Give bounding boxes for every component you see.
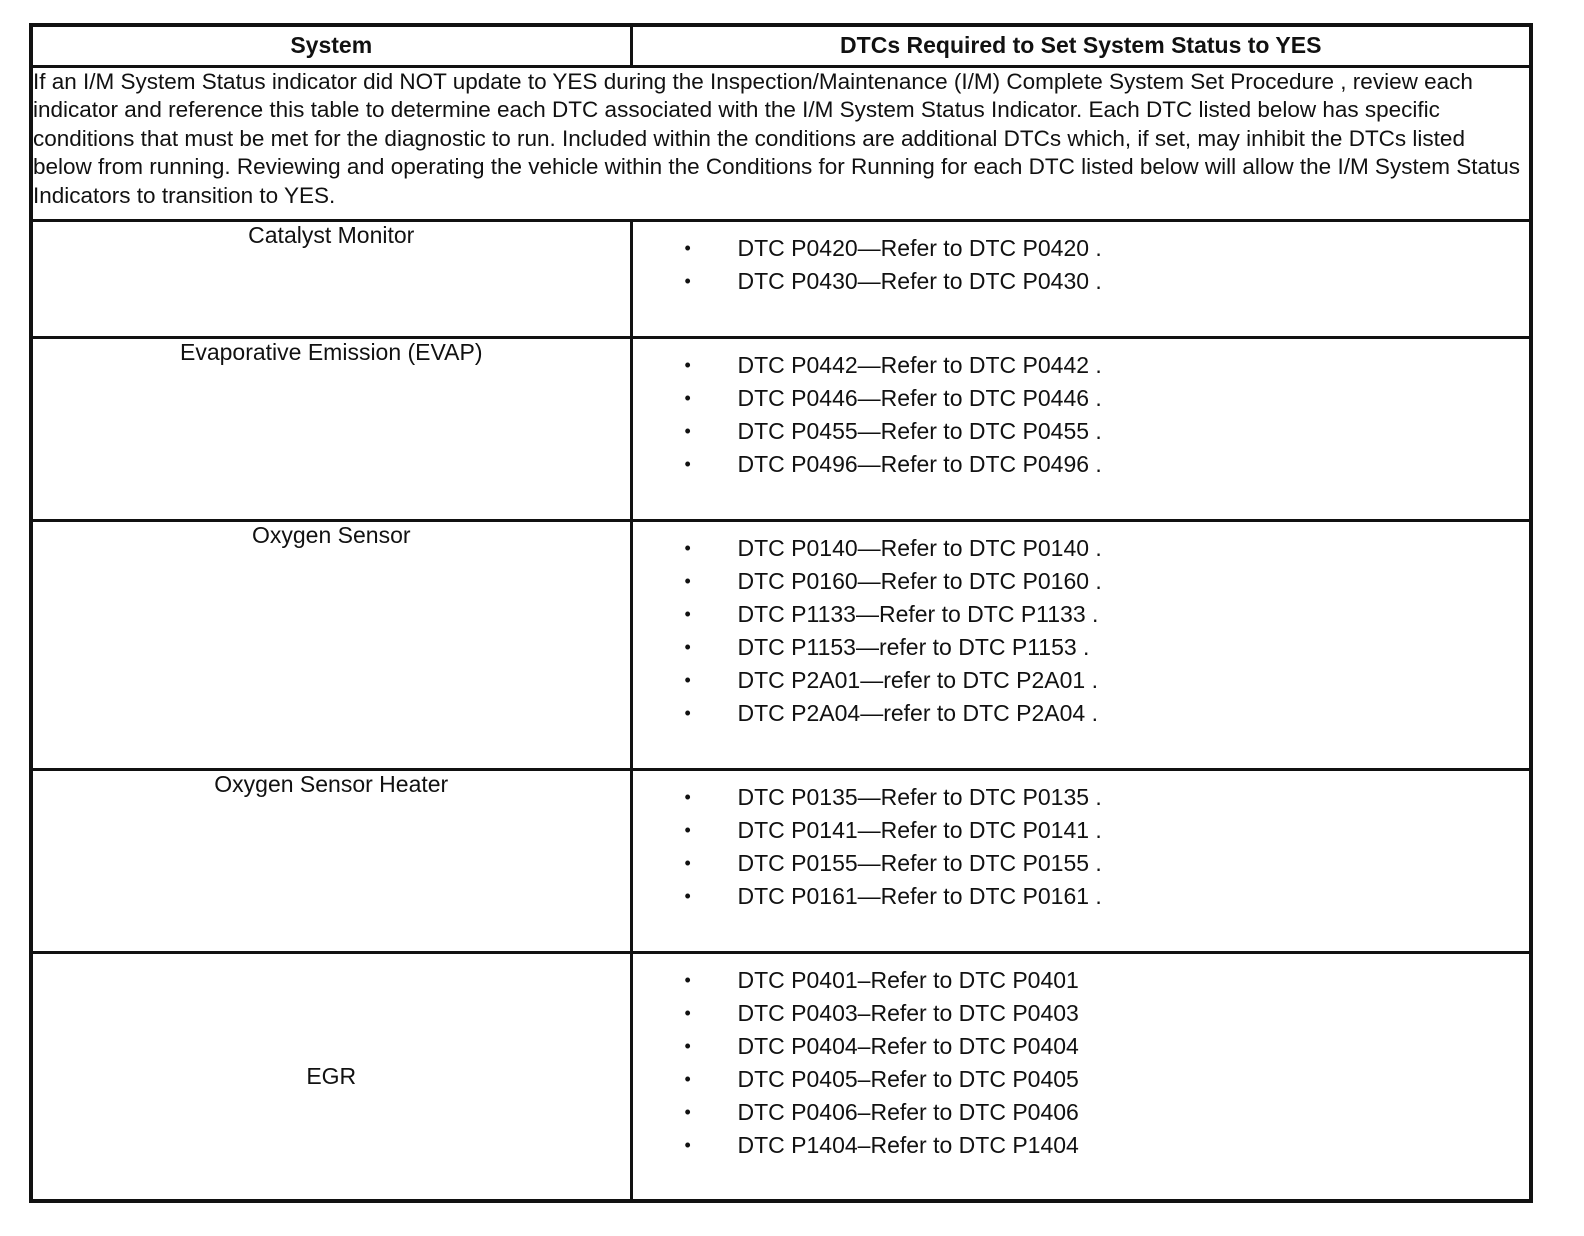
bullet-icon: • [684, 604, 691, 624]
dtc-item [685, 349, 1530, 382]
dtc-item [685, 781, 1530, 814]
bullet-icon: • [684, 1003, 691, 1023]
dtc-item [685, 415, 1530, 448]
dtc-list [633, 771, 1530, 913]
bullet-icon: • [684, 703, 691, 723]
dtc-text: DTC P1404–Refer to DTC P1404 [737, 1132, 1079, 1158]
intro-row [31, 67, 1531, 221]
dtc-item [685, 598, 1530, 631]
dtc-item [685, 964, 1530, 997]
dtc-text: DTC P0155—Refer to DTC P0155 . [737, 850, 1102, 876]
dtc-item [685, 997, 1530, 1030]
dtc-cell [631, 221, 1531, 338]
bullet-icon: • [684, 538, 691, 558]
system-cell: Catalyst Monitor [31, 221, 631, 338]
dtc-text: DTC P0403–Refer to DTC P0403 [737, 1000, 1079, 1026]
dtc-cell [631, 521, 1531, 770]
bullet-icon: • [684, 454, 691, 474]
dtc-text: DTC P0140—Refer to DTC P0140 . [737, 535, 1102, 561]
dtc-text: DTC P0404–Refer to DTC P0404 [737, 1033, 1079, 1059]
header-dtcs: DTCs Required to Set System Status to YES [631, 25, 1531, 67]
dtc-table [29, 23, 1533, 1203]
dtc-item [685, 880, 1530, 913]
dtc-item [685, 1030, 1530, 1063]
dtc-text: DTC P1153—refer to DTC P1153 . [737, 634, 1090, 660]
dtc-text: DTC P0405–Refer to DTC P0405 [737, 1066, 1079, 1092]
system-cell: Oxygen Sensor [31, 521, 631, 770]
bullet-icon: • [684, 886, 691, 906]
bullet-icon: • [684, 853, 691, 873]
bullet-icon: • [684, 571, 691, 591]
bullet-icon: • [684, 238, 691, 258]
dtc-list [633, 522, 1530, 730]
bullet-icon: • [684, 670, 691, 690]
dtc-item [685, 814, 1530, 847]
dtc-cell [631, 953, 1531, 1202]
bullet-icon: • [684, 1135, 691, 1155]
dtc-text: DTC P0446—Refer to DTC P0446 . [737, 385, 1102, 411]
bullet-icon: • [684, 787, 691, 807]
dtc-text: DTC P1133—Refer to DTC P1133 . [737, 601, 1099, 627]
bullet-icon: • [684, 1102, 691, 1122]
dtc-text: DTC P0442—Refer to DTC P0442 . [737, 352, 1102, 378]
dtc-text: DTC P0455—Refer to DTC P0455 . [737, 418, 1102, 444]
dtc-item [685, 532, 1530, 565]
dtc-text: DTC P0420—Refer to DTC P0420 . [737, 235, 1102, 261]
dtc-cell [631, 338, 1531, 521]
bullet-icon: • [684, 355, 691, 375]
dtc-text: DTC P0161—Refer to DTC P0161 . [737, 883, 1102, 909]
bullet-icon: • [684, 271, 691, 291]
system-cell: EGR [31, 953, 631, 1202]
dtc-item [685, 847, 1530, 880]
table-row [31, 770, 1531, 953]
dtc-text: DTC P0160—Refer to DTC P0160 . [737, 568, 1102, 594]
bullet-icon: • [684, 820, 691, 840]
dtc-item [685, 382, 1530, 415]
bullet-icon: • [684, 421, 691, 441]
table-row [31, 953, 1531, 1202]
table-row [31, 338, 1531, 521]
system-cell: Evaporative Emission (EVAP) [31, 338, 631, 521]
dtc-cell [631, 770, 1531, 953]
bullet-icon: • [684, 1036, 691, 1056]
table-row [31, 521, 1531, 770]
dtc-item [685, 1096, 1530, 1129]
system-cell: Oxygen Sensor Heater [31, 770, 631, 953]
dtc-item [685, 565, 1530, 598]
dtc-list [633, 954, 1530, 1162]
table-row [31, 221, 1531, 338]
bullet-icon: • [684, 970, 691, 990]
dtc-item [685, 664, 1530, 697]
dtc-text: DTC P0496—Refer to DTC P0496 . [737, 451, 1102, 477]
dtc-list [633, 222, 1530, 298]
dtc-list [633, 339, 1530, 481]
dtc-item [685, 232, 1530, 265]
header-row [31, 25, 1531, 67]
dtc-item [685, 265, 1530, 298]
dtc-item [685, 1063, 1530, 1096]
dtc-item [685, 631, 1530, 664]
dtc-text: DTC P2A04—refer to DTC P2A04 . [737, 700, 1098, 726]
dtc-text: DTC P0135—Refer to DTC P0135 . [737, 784, 1102, 810]
intro-text: If an I/M System Status indicator did NOT update to YES during the Inspection/Maintenance (I/M) Complete System Set Procedure , review each indicator and reference this table to determine each DTC associated with the I/M System Status Indicator. Each DTC listed below has specific conditions that must be met for the diagnostic to run. Included within the conditions are additional DTCs which, if set, may inhibit the DTCs listed below from running. Reviewing and operating the vehicle within the Conditions for Running for each DTC listed below will allow the I/M System Status Indicators to transition to YES. [31, 67, 1531, 221]
dtc-text: DTC P0401–Refer to DTC P0401 [737, 967, 1079, 993]
dtc-item [685, 697, 1530, 730]
dtc-text: DTC P0141—Refer to DTC P0141 . [737, 817, 1102, 843]
dtc-text: DTC P2A01—refer to DTC P2A01 . [737, 667, 1098, 693]
dtc-text: DTC P0430—Refer to DTC P0430 . [737, 268, 1102, 294]
header-system: System [31, 25, 631, 67]
bullet-icon: • [684, 1069, 691, 1089]
bullet-icon: • [684, 388, 691, 408]
dtc-text: DTC P0406–Refer to DTC P0406 [737, 1099, 1079, 1125]
dtc-item [685, 1129, 1530, 1162]
bullet-icon: • [684, 637, 691, 657]
dtc-item [685, 448, 1530, 481]
